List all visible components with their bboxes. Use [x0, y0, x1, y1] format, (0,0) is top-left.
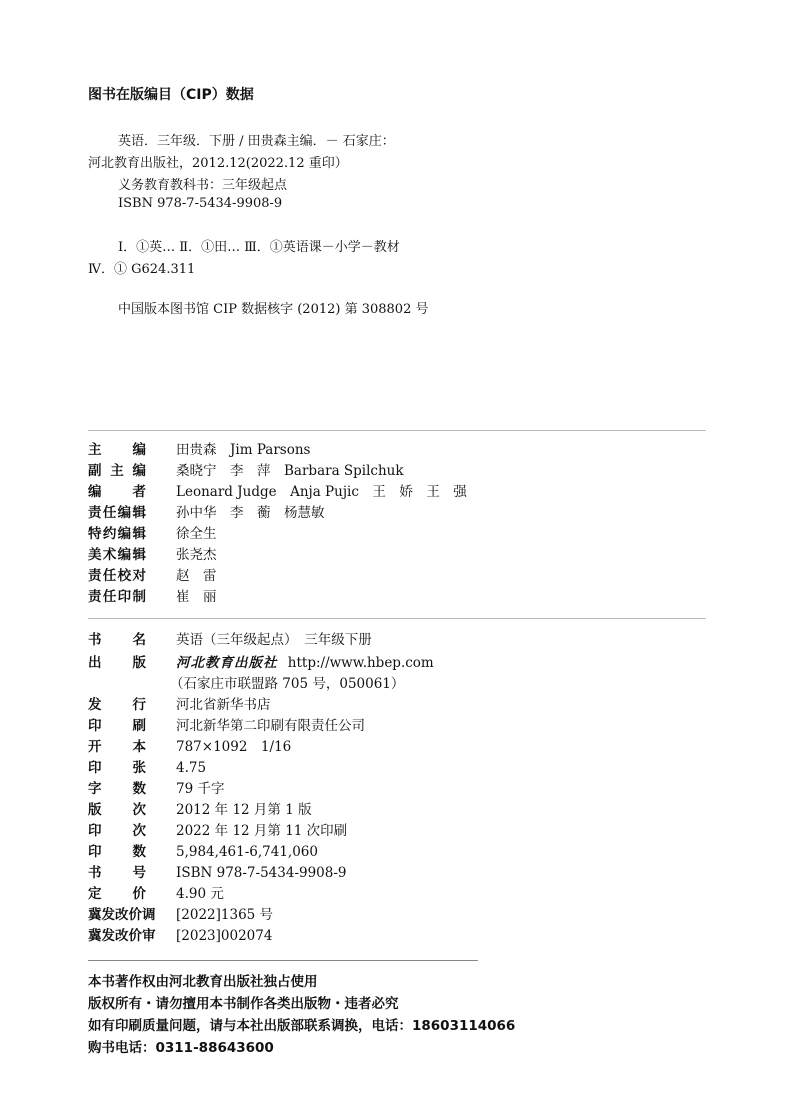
publisher-address: （石家庄市联盟路 705 号，050061）: [170, 676, 405, 692]
book-info-value: 2022 年 12 月第 11 次印刷: [176, 823, 348, 839]
book-title-value: 英语（三年级起点） 三年级下册: [176, 632, 372, 648]
book-info-value: 787×1092 1/16: [176, 739, 292, 755]
publisher-value: [176, 653, 434, 674]
editor-value: 赵 雷: [176, 568, 217, 584]
editor-value: 田贵森 Jim Parsons: [176, 442, 311, 458]
editor-label: 美术编辑: [88, 547, 146, 563]
publisher-logo: 河北教育出版社: [176, 655, 278, 671]
cip-line-publisher: 河北教育出版社，2012.12(2022.12 重印）: [88, 156, 348, 171]
editor-label: 副主编: [88, 463, 146, 479]
editor-label: 主 编: [88, 442, 146, 458]
book-info-value: 河北新华第二印刷有限责任公司: [176, 718, 365, 734]
divider-top: [88, 430, 706, 431]
cip-line-title: 英语．三年级．下册 / 田贵森主编．－ 石家庄：: [118, 134, 395, 149]
sales-phone: 购书电话：0311-88643600: [88, 1040, 274, 1056]
book-title-label: 书 名: [88, 632, 146, 648]
cip-line-classification: Ⅰ．①英… Ⅱ．①田… Ⅲ．①英语课－小学－教材: [118, 240, 400, 255]
book-info-value: 5,984,461-6,741,060: [176, 844, 318, 860]
editor-label: 责任校对: [88, 568, 146, 584]
divider-bottom: [88, 960, 478, 961]
book-info-label: 印 刷: [88, 718, 146, 734]
book-info-label: 版 次: [88, 802, 146, 818]
quality-contact: 如有印刷质量问题，请与本社出版部联系调换，电话：18603114066: [88, 1018, 516, 1034]
book-info-value: [2023]002074: [176, 928, 273, 944]
book-info-label: 印 数: [88, 844, 146, 860]
book-info-value: 河北省新华书店: [176, 697, 271, 713]
book-info-label: 发 行: [88, 697, 146, 713]
rights-notice: 版权所有・请勿擅用本书制作各类出版物・违者必究: [88, 996, 399, 1012]
copyright-notice: 本书著作权由河北教育出版社独占使用: [88, 974, 318, 990]
editor-label: 责任编辑: [88, 505, 146, 521]
divider-middle: [88, 618, 706, 619]
publisher-label: 出 版: [88, 655, 146, 671]
editor-label: 特约编辑: [88, 526, 146, 542]
cip-line-isbn: ISBN 978-7-5434-9908-9: [118, 196, 283, 211]
editor-label: 编 者: [88, 484, 146, 500]
book-info-value: 4.90 元: [176, 886, 224, 902]
cip-line-class-number: Ⅳ．① G624.311: [88, 262, 196, 277]
book-info-value: 79 千字: [176, 781, 225, 797]
book-info-value: [2022]1365 号: [176, 907, 274, 923]
book-info-label: 印 次: [88, 823, 146, 839]
editor-value: 桑晓宁 李 萍 Barbara Spilchuk: [176, 463, 404, 479]
editor-value: 孙中华 李 蘅 杨慧敏: [176, 505, 325, 521]
book-info-label: 冀发改价调: [88, 907, 156, 923]
book-info-value: 2012 年 12 月第 1 版: [176, 802, 312, 818]
cip-line-approval: 中国版本图书馆 CIP 数据核字 (2012) 第 308802 号: [118, 302, 429, 317]
cip-line-series: 义务教育教科书：三年级起点: [118, 178, 288, 193]
book-info-value: 4.75: [176, 760, 207, 776]
book-info-label: 冀发改价审: [88, 928, 156, 944]
book-info-label: 字 数: [88, 781, 146, 797]
book-info-value: ISBN 978-7-5434-9908-9: [176, 865, 347, 881]
editor-label: 责任印制: [88, 589, 146, 605]
book-info-label: 书 号: [88, 865, 146, 881]
book-info-label: 印 张: [88, 760, 146, 776]
editor-value: Leonard Judge Anja Pujic 王 娇 王 强: [176, 484, 467, 500]
editor-value: 徐全生: [176, 526, 217, 542]
publisher-url: http://www.hbep.com: [287, 655, 434, 671]
book-info-label: 开 本: [88, 739, 146, 755]
cip-heading: 图书在版编目（CIP）数据: [88, 87, 254, 103]
book-info-label: 定 价: [88, 886, 146, 902]
editor-value: 崔 丽: [176, 589, 217, 605]
editor-value: 张尧杰: [176, 547, 217, 563]
